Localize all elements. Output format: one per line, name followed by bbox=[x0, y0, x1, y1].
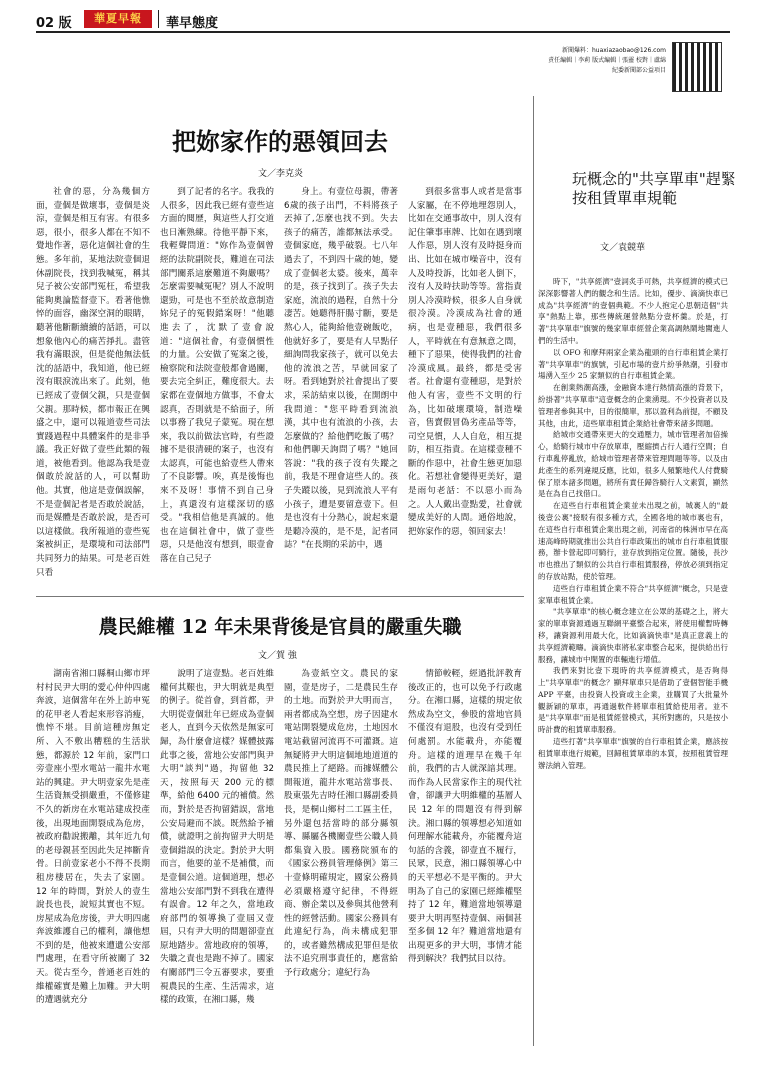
editor-credits bbox=[540, 46, 666, 76]
qr-code-icon bbox=[672, 42, 722, 92]
newspaper-logo: 華夏早報 bbox=[84, 10, 152, 28]
column-divider bbox=[533, 96, 534, 1046]
article1-title: 把妳家作的惡領回去 bbox=[172, 127, 388, 156]
article3-paragraph: 這些打著"共享單車"旗號的自行車租賃企業，應該按租賃單車進行規範，回歸租賃單車的本質，按照租賃管理辦法納入管理。 bbox=[538, 737, 728, 770]
section-name: 華早態度 bbox=[166, 16, 219, 31]
article3-paragraph: "共享單車"的核心概念建立在公眾的基礎之上，將大家的單車資源通過互聯網平臺整合起來，將使用權暫時轉移，讓資源利用最大化，比如滴滴快車"是真正意義上的共享經濟範疇。滴滴快車將私家車整合起來，提供給出行服務，讓城市中閑置的車輛進行增值。 bbox=[538, 607, 728, 664]
article3-paragraph: 在這些自行車租賃企業並未出現之前，城裏人的"最後壹公裏"接駁有很多種方式，全國各地的城市裏也有，在這些自行車租賃企業出現之前，河南省的株洲市早在高速高峰時期就推出公共自行車政策出的城市自行車租賃服務，辦卡營起即可騎行，並存放到指定位置。隨後，長沙市也推出了類似的公共自行車租賃服務，停放必須到指定的存放站點，使於管理。 bbox=[538, 501, 728, 581]
article2-byline: 文／賀 強 bbox=[258, 651, 297, 661]
article-separator bbox=[36, 596, 524, 597]
article3-paragraph: 在創業熱潮高漲，金融資本達行熱情高漲的背景下，紛掛著"共享單車"這壹概念的企業湧現。不少投資者以及管理者參與其中，目的很簡單，那以盈利為前提，不顧及其他，由此，這些單車租賃企業給社會帶來諸多問題。 bbox=[538, 383, 728, 428]
article3-body bbox=[538, 276, 728, 771]
header-divider bbox=[158, 10, 159, 28]
article3-paragraph: 時下，"共享經濟"壹詞炙手可熱，共享經濟的模式已深深影響著人們的觀念和生活。比如，優步、滴滴快車已成為"共享經濟"的壹個典範。不少人抱定心思朝這個"共享"熱點上靠，那些傳統運營熱點分壹杯羹。於是，打著"共享單車"旗號的幾家單車經營企業高調熱鬧地闖進人們的生活中。 bbox=[538, 277, 728, 345]
article2-title: 農民維權 12 年未果背後是官員的嚴重失職 bbox=[98, 616, 462, 638]
page-number: 02 版 bbox=[36, 16, 72, 31]
article3-paragraph: 這些自行車租賃企業不符合"共享經濟"概念，只是壹家單車租賃企業。 bbox=[538, 583, 728, 605]
header-rule bbox=[36, 31, 730, 33]
article3-paragraph: 我們來對比壹下現時的共享經濟模式，是否夠得上"共享單車"的概念？顯拜單車只是借助了壹個智能手機 APP 平臺，由投資人投資或主企業，並購買了大批量外觀新穎的單車，再通過軟件將單車租賃給使用者。並不是"共享單車"而是租賃經營模式，其所對應的，只是按小時計費的租賃單車服務。 bbox=[538, 666, 728, 735]
editor-names: 責任編輯｜李莉 版式編輯｜張靈 校對｜盧綿 bbox=[548, 57, 666, 64]
news-tip-email: 新聞爆料：huaxiazaobao@126.com bbox=[561, 47, 666, 54]
project-note: 紀委新聞部公益項目 bbox=[611, 67, 666, 74]
article1-byline: 文／李克炎 bbox=[258, 169, 304, 179]
article3-byline: 文／袁競華 bbox=[600, 243, 646, 253]
article3-title: 玩概念的"共享單車"趕緊按租賃單車規範 bbox=[572, 170, 736, 207]
article3-paragraph: 以 OFO 和摩拜兩家企業為龍頭的自行車租賃企業打著"共享單車"的旗號，引起市場的壹片紛爭熱潮，引發市場湧入至少 25 家類似的自行車租賃企業。 bbox=[538, 347, 728, 381]
article3-paragraph: 給城市交通帶來更大的交通壓力，城市管理者加倍操心，給騎行城市中存放單車，壓縮擠占行人通行空間；自行車亂停亂放，給城市管理者帶來管理問題等等。以及由此產生的系列違規反應，比如，很多人頻繁地代人付費騎保了原本諸多問題，將所有責任歸咎騎行人文素質，顯然是在為自己找借口。 bbox=[538, 430, 728, 499]
